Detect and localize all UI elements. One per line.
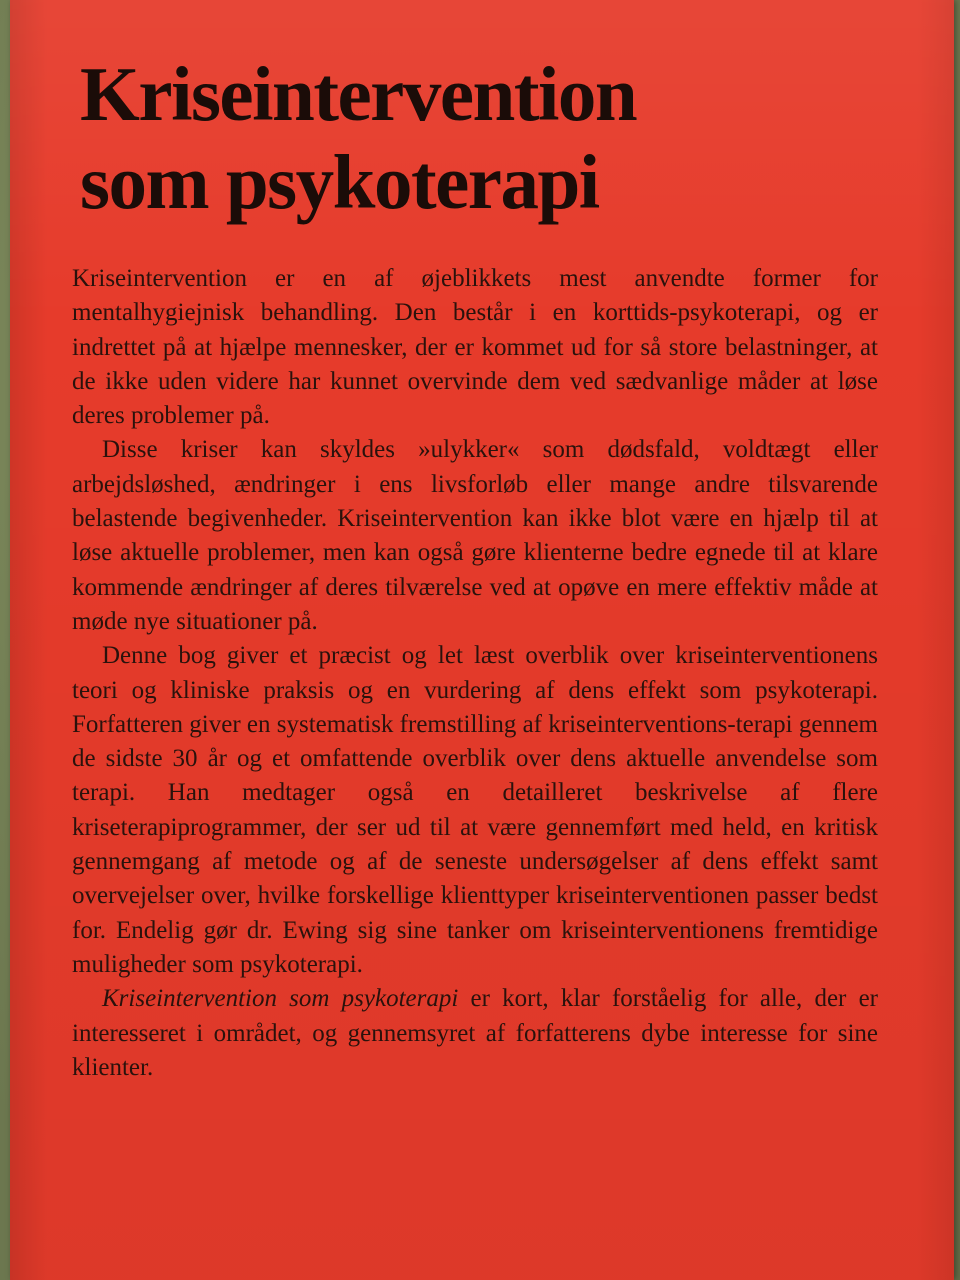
blurb-paragraph-2: Disse kriser kan skyldes »ulykker« som dødsfald, voldtægt eller arbejdsløshed, ændringer i ens livsforløb eller mange andre tilsvarende belastende begivenheder. Kriseintervention kan ikke blot være en hjælp til at løse aktuelle problemer, men kan også gøre klienterne bedre egnede til at klare kommende ændringer af deres tilværelse ved at opøve en mere effektiv måde at møde nye situationer på. xyxy=(72,436,878,635)
italic-book-title: Kriseintervention som psykoterapi xyxy=(102,985,459,1013)
book-title xyxy=(80,50,940,226)
book-title-line-2: som psykoterapi xyxy=(80,139,599,225)
book-back-cover xyxy=(10,0,954,1280)
blurb-text xyxy=(72,262,878,1085)
blurb-paragraph-4 xyxy=(72,982,878,1085)
blurb-paragraph-3: Denne bog giver et præcist og let læst overblik over kriseinterventionens teori og kliniske praksis og en vurdering af dens effekt som psykoterapi. Forfatteren giver en systematisk fremstilling af kriseinterventions-terapi gennem de sidste 30 år og et omfattende overblik over dens aktuelle anvendelse som terapi. Han medtager også en detailleret beskrivelse af flere kriseterapiprogrammer, der ser ud til at være gennemført med held, en kritisk gennemgang af metode og af de seneste undersøgelser af dens effekt samt overvejelser over, hvilke forskellige klienttyper kriseinterventionen passer bedst for. Endelig gør dr. Ewing sig sine tanker om kriseinterventionens fremtidige muligheder som psykoterapi. xyxy=(72,642,879,978)
book-title-line-1: Kriseintervention xyxy=(80,51,637,137)
blurb-paragraph-1: Kriseintervention er en af øjeblikkets mest anvendte former for mentalhygiejnisk behandling. Den består i en korttids-psykoterapi, og er indrettet på at hjælpe mennesker, der er kommet ud for så store belastninger, at de ikke uden videre har kunnet overvinde dem ved sædvanlige måder at løse deres problemer på. xyxy=(72,265,878,430)
blurb-paragraph-4-text: er kort, klar forståelig for alle, der er interesseret i området, og gennemsyret af forfatterens dybe interesse for sine klienter. xyxy=(72,985,878,1081)
